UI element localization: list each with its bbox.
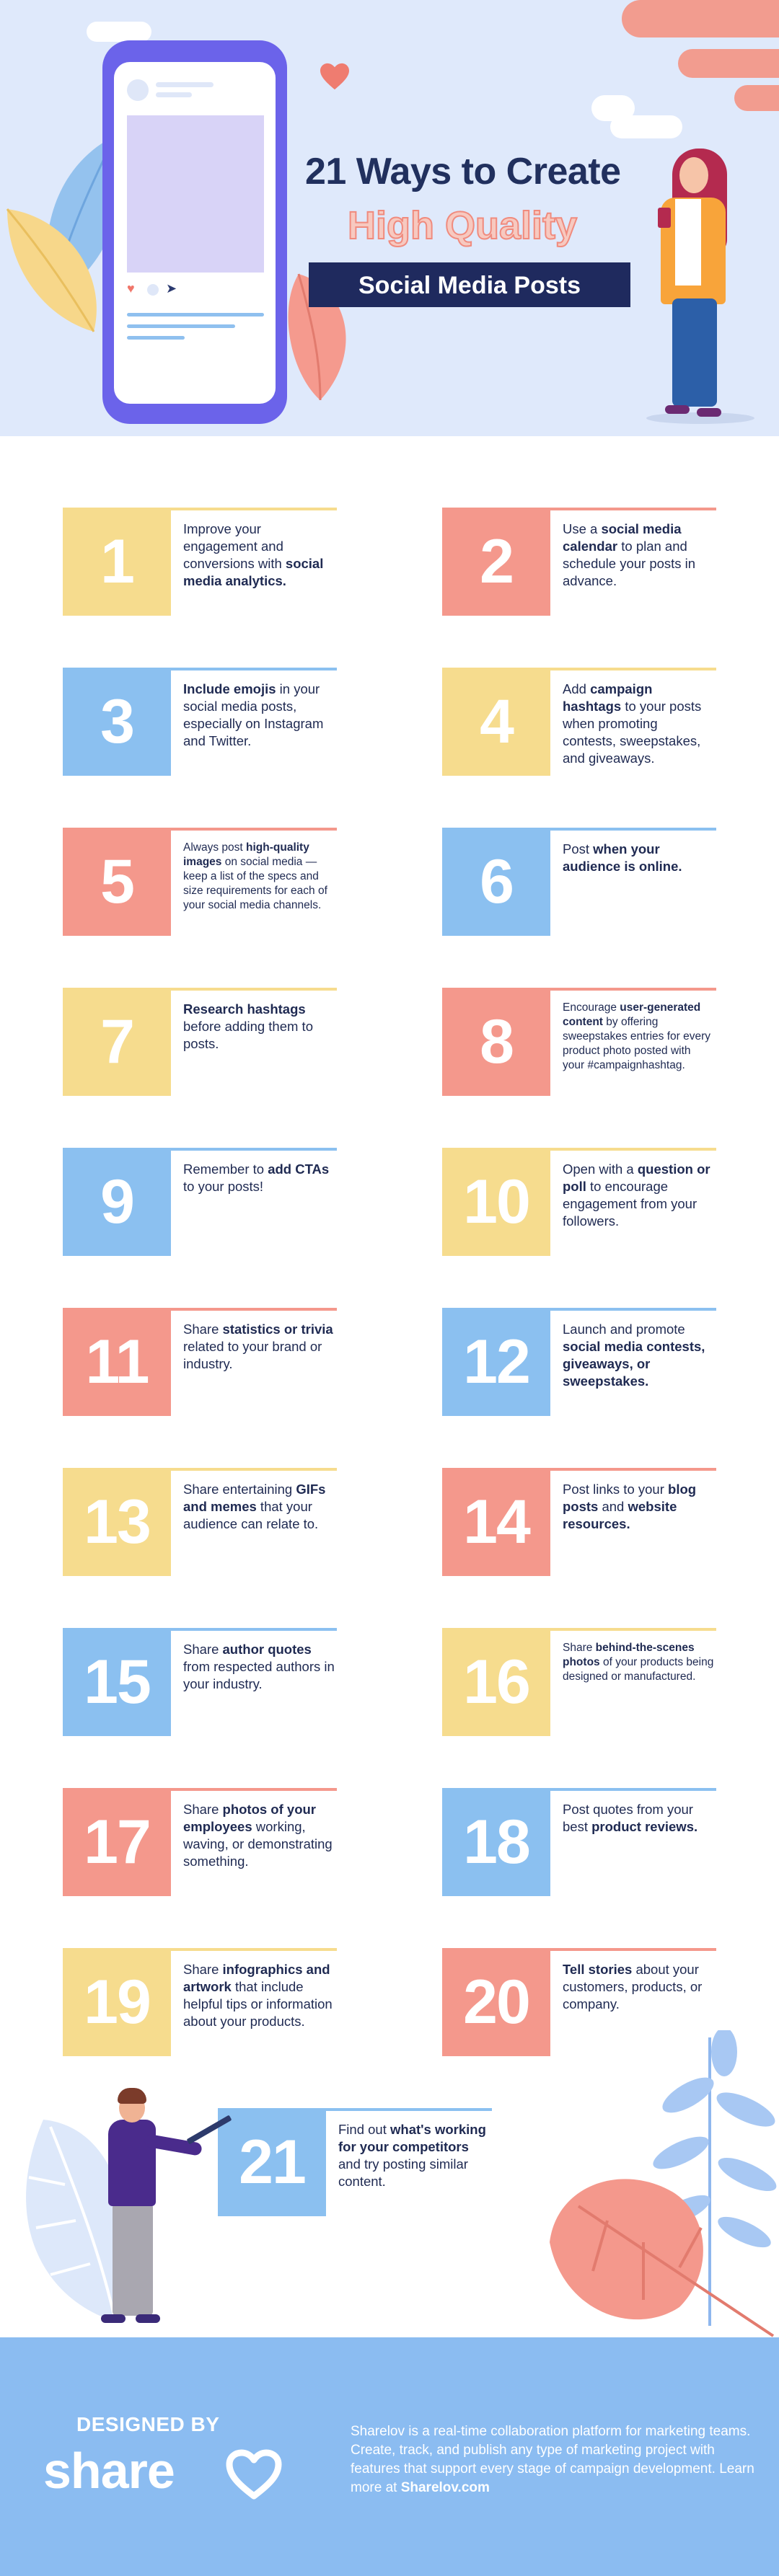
tip-text: Share behind-the-scenes photos of your products being designed or manufactured. — [563, 1642, 714, 1683]
tip-text: Improve your engagement and conversions with social media analytics. — [183, 521, 324, 588]
tip-item — [442, 988, 716, 1096]
tip-number-box — [63, 1468, 171, 1576]
tip-item — [63, 1148, 337, 1256]
tip-accent-line — [550, 668, 716, 670]
tip-number-box — [442, 1948, 550, 2056]
heart-icon: ♥ — [127, 281, 135, 296]
tip-text: Remember to add CTAs to your posts! — [183, 1161, 330, 1194]
page-title-highlight: High Quality — [348, 204, 578, 247]
tip-number-box — [63, 1308, 171, 1416]
tip-number: 18 — [463, 1807, 529, 1877]
tip-number: 16 — [463, 1647, 529, 1717]
leaf-icon — [535, 2163, 779, 2337]
phone-illustration — [102, 40, 287, 424]
tip-number-box — [63, 828, 171, 936]
tip-accent-line — [550, 508, 716, 510]
tip-text: Share photos of your employees working, waving, or demonstrating something. — [183, 1802, 333, 1869]
footer-description: Sharelov is a real-time collaboration platform for marketing teams. Create, track, and publish any type of marketing project with features that support every stage of campaign development. Learn more at Sharelov.com — [351, 2424, 754, 2495]
tip-text: Share statistics or trivia related to your brand or industry. — [183, 1322, 333, 1371]
tip-item — [442, 508, 716, 616]
tip-text: Research hashtags before adding them to posts. — [183, 1001, 313, 1051]
cloud-icon — [87, 22, 151, 42]
tip-number-box — [442, 828, 550, 936]
tip-accent-line — [171, 508, 337, 510]
post-image-placeholder — [127, 115, 264, 273]
tip-item — [63, 988, 337, 1096]
tip-text: Post links to your blog posts and website resources. — [563, 1482, 697, 1531]
tip-text: Include emojis in your social media posts, especially on Instagram and Twitter. — [183, 681, 324, 748]
tip-item — [218, 2108, 492, 2216]
tip-number: 12 — [463, 1327, 529, 1397]
tip-text: Share infographics and artwork that include helpful tips or information about your products. — [183, 1962, 333, 2029]
tip-item — [442, 1628, 716, 1736]
phone-screen — [114, 62, 276, 404]
tip-accent-line — [171, 1788, 337, 1791]
tip-number-box — [63, 1788, 171, 1896]
tip-accent-line — [550, 828, 716, 831]
tip-item — [442, 668, 716, 776]
tip-accent-line — [326, 2108, 492, 2111]
tip-item — [63, 1948, 337, 2056]
placeholder-line — [156, 92, 192, 97]
tip-number: 15 — [84, 1647, 150, 1717]
tip-accent-line — [171, 1628, 337, 1631]
tip-number-box — [63, 508, 171, 616]
tip-accent-line — [550, 1628, 716, 1631]
leaf-icon — [0, 195, 108, 339]
page-subtitle: Social Media Posts — [358, 272, 581, 299]
tip-number-box — [442, 1628, 550, 1736]
tip-number: 13 — [84, 1487, 150, 1557]
tip-number: 17 — [84, 1807, 150, 1877]
tip-text: Tell stories about your customers, products, or company. — [563, 1962, 703, 2011]
tip-text: Use a social media calendar to plan and schedule your posts in advance. — [563, 521, 696, 588]
tip-number: 8 — [480, 1006, 513, 1076]
tip-number: 20 — [463, 1967, 529, 2037]
tip-accent-line — [171, 668, 337, 670]
placeholder-line — [127, 324, 235, 328]
tip-number-box — [63, 1628, 171, 1736]
tip-text: Encourage user-generated content by offering sweepstakes entries for every product photo posted with your #campaignhashtag. — [563, 1001, 711, 1071]
placeholder-line — [156, 82, 214, 87]
tip-text: Share author quotes from respected authors in your industry. — [183, 1642, 335, 1691]
tip-item — [63, 1788, 337, 1896]
tip-number-box — [218, 2108, 326, 2216]
tip-number-box — [63, 668, 171, 776]
tip-number-box — [442, 1148, 550, 1256]
tip-accent-line — [550, 1948, 716, 1951]
tip-text: Always post high-quality images on social media — keep a list of the specs and size requirements for each of your social media channels. — [183, 841, 327, 911]
tip-accent-line — [550, 1468, 716, 1471]
tip-accent-line — [171, 1148, 337, 1151]
tip-item — [63, 668, 337, 776]
tip-accent-line — [171, 1948, 337, 1951]
tip-number-box — [63, 1948, 171, 2056]
tip-item — [63, 508, 337, 616]
cloud-icon — [622, 0, 779, 37]
tip-text: Post when your audience is online. — [563, 841, 682, 874]
cloud-icon — [734, 85, 779, 111]
tip-accent-line — [550, 1308, 716, 1311]
tip-number-box — [442, 1308, 550, 1416]
cloud-icon — [678, 49, 779, 78]
tip-accent-line — [550, 1788, 716, 1791]
tip-number-box — [63, 1148, 171, 1256]
tip-number: 19 — [84, 1967, 150, 2037]
footer — [0, 2337, 779, 2576]
tip-number-box — [442, 668, 550, 776]
tip-accent-line — [171, 828, 337, 831]
tip-number: 5 — [100, 846, 133, 916]
tip-number: 9 — [100, 1167, 133, 1236]
comment-icon — [147, 284, 159, 296]
tip-number-box — [442, 1468, 550, 1576]
tip-number-box — [442, 988, 550, 1096]
header-banner — [0, 0, 779, 436]
page-title: 21 Ways to Create — [305, 151, 621, 192]
cloud-icon — [591, 95, 635, 121]
avatar — [127, 79, 149, 101]
tip-accent-line — [171, 988, 337, 991]
tip-text: Add campaign hashtags to your posts when promoting contests, sweepstakes, and giveaways. — [563, 681, 702, 766]
tip-item — [63, 828, 337, 936]
tip-number: 4 — [480, 686, 513, 756]
tip-text: Open with a question or poll to encourage engagement from your followers. — [563, 1161, 710, 1229]
send-icon: ➤ — [166, 281, 177, 296]
tip-accent-line — [550, 1148, 716, 1151]
tip-number-box — [442, 508, 550, 616]
tip-item — [442, 828, 716, 936]
footer-link[interactable]: Sharelov.com — [400, 2480, 490, 2495]
tip-number: 6 — [480, 846, 513, 916]
tip-number-box — [442, 1788, 550, 1896]
placeholder-line — [127, 313, 264, 317]
tip-number: 1 — [100, 526, 133, 596]
tip-item — [63, 1308, 337, 1416]
tip-item — [442, 1148, 716, 1256]
tip-accent-line — [171, 1308, 337, 1311]
designed-by-label: DESIGNED BY — [76, 2413, 220, 2435]
tip-number: 14 — [463, 1487, 529, 1557]
placeholder-line — [127, 336, 185, 340]
tip-item — [442, 1308, 716, 1416]
tip-number: 2 — [480, 526, 513, 596]
tip-item — [63, 1468, 337, 1576]
tip-number: 21 — [239, 2127, 305, 2197]
tip-number-box — [63, 988, 171, 1096]
heart-icon — [319, 62, 351, 91]
tip-item — [442, 1468, 716, 1576]
tip-item — [442, 1788, 716, 1896]
tip-text: Share entertaining GIFs and memes that your audience can relate to. — [183, 1482, 326, 1531]
tip-accent-line — [550, 988, 716, 991]
tip-number: 3 — [100, 686, 133, 756]
sharelov-logo: share — [43, 2443, 175, 2499]
sharelov-heart-icon — [225, 2446, 283, 2503]
tip-text: Launch and promote social media contests, giveaways, or sweepstakes. — [563, 1322, 705, 1389]
tip-text: Post quotes from your best product reviews. — [563, 1802, 698, 1834]
tip-accent-line — [171, 1468, 337, 1471]
tip-number: 7 — [100, 1006, 133, 1076]
tip-text: Find out what's working for your competitors and try posting similar content. — [338, 2122, 486, 2189]
tip-item — [63, 1628, 337, 1736]
tip-number: 11 — [85, 1327, 149, 1397]
tip-number: 10 — [463, 1167, 529, 1236]
